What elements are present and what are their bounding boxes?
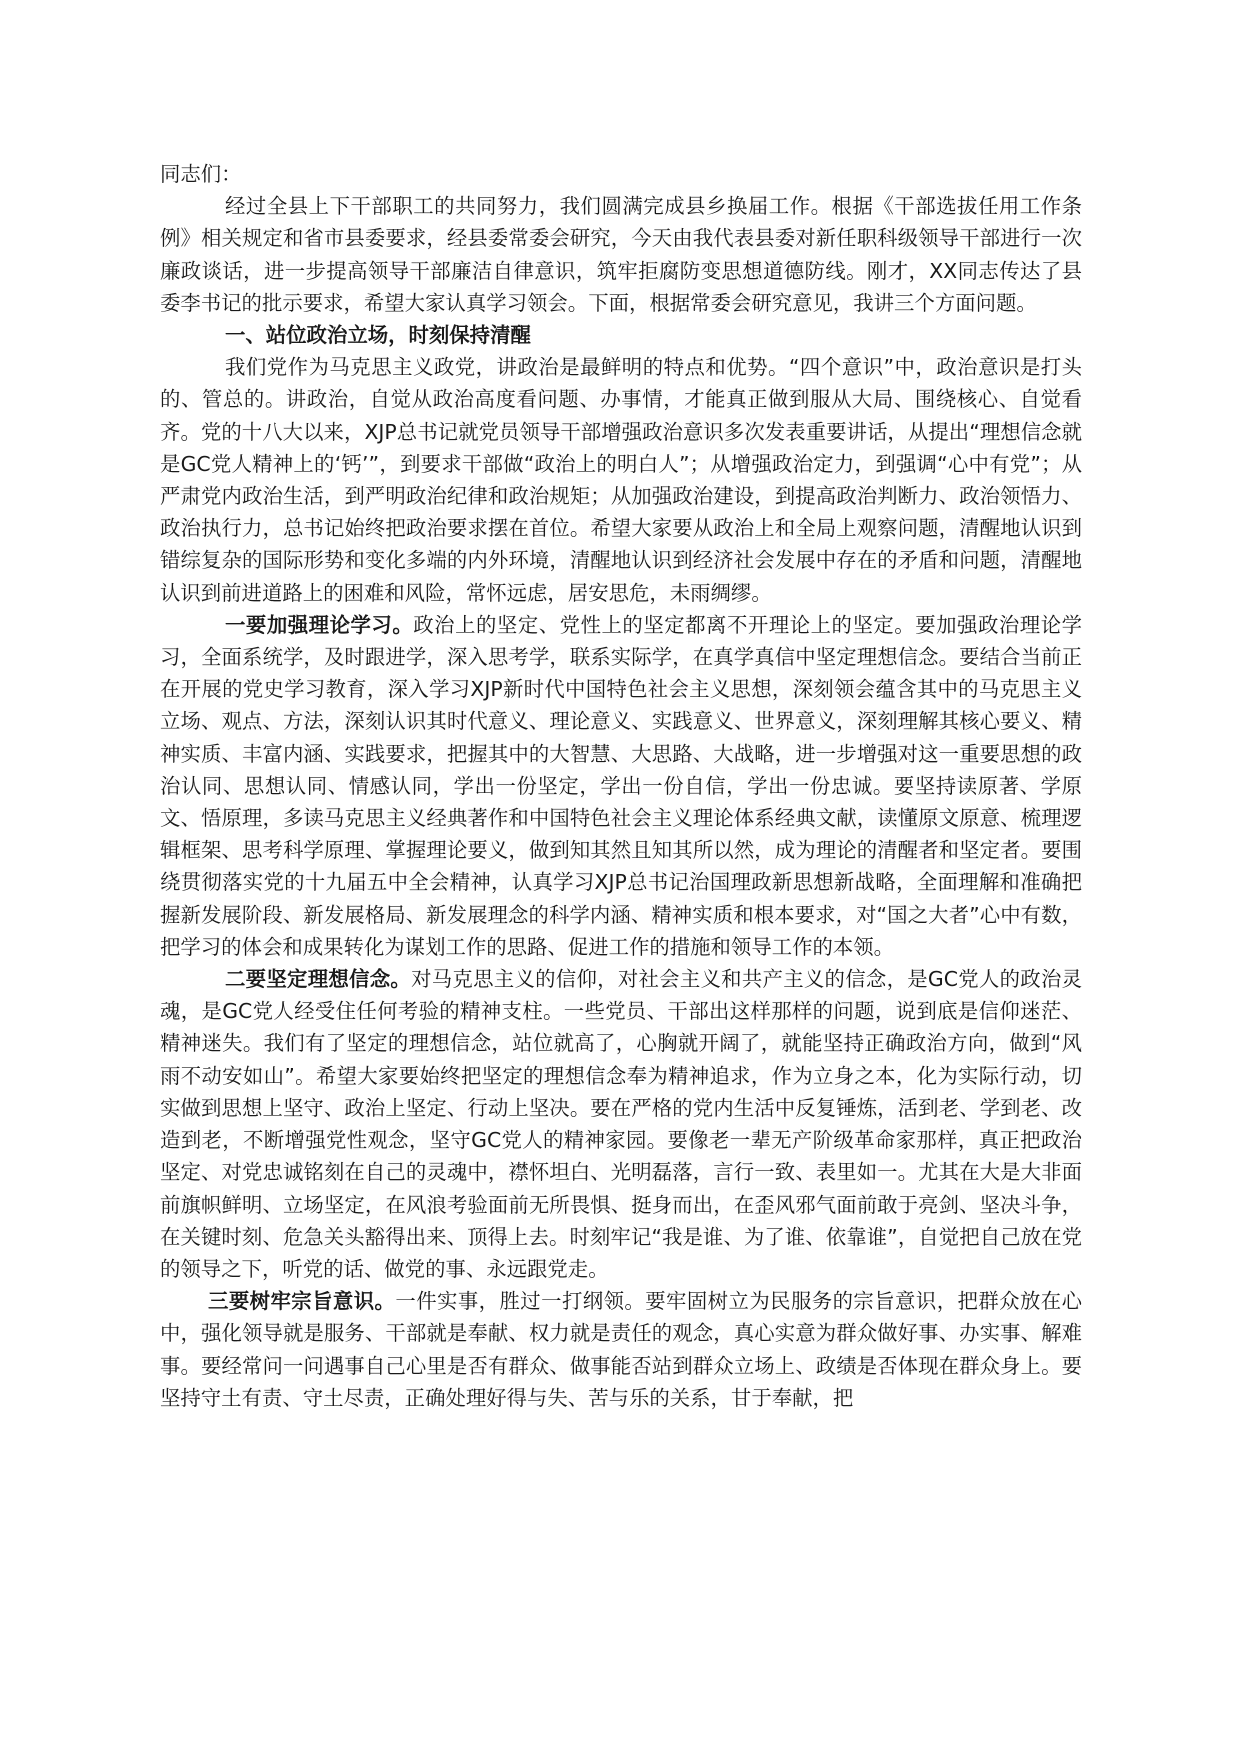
point-2-paragraph [160,963,1082,1285]
salutation: 同志们： [160,162,242,186]
point-3-paragraph [160,1285,1082,1414]
point-1-paragraph [160,609,1082,963]
point-1-lead: 一要加强理论学习。 [225,612,414,637]
section-heading-1: 一、站位政治立场，时刻保持清醒 [225,323,531,348]
point-1-body: 政治上的坚定、党性上的坚定都离不开理论上的坚定。要加强政治理论学习，全面系统学，及时跟进学，深入思考学，联系实际学，在真学真信中坚定理想信念。要结合当前正在开展的党史学习教育，深入学习XJP新时代中国特色社会主义思想，深刻领会蕴含其中的马克思主义立场、观点、方法，深刻认识其时代意义、理论意义、实践意义、世界意义，深刻理解其核心要义、精神实质、丰富内涵、实践要求，把握其中的大智慧、大思路、大战略，进一步增强对这一重要思想的政治认同、思想认同、情感认同，学出一份坚定，学出一份自信，学出一份忠诚。要坚持读原著、学原文、悟原理，多读马克思主义经典著作和中国特色社会主义理论体系经典文献，读懂原文原意、梳理逻辑框架、思考科学原理、掌握理论要义，做到知其然且知其所以然，成为理论的清醒者和坚定者。要围绕贯彻落实党的十九届五中全会精神，认真学习XJP总书记治国理政新思想新战略，全面理解和准确把握新发展阶段、新发展格局、新发展理念的科学内涵、精神实质和根本要求，对“国之大者”心中有数，把学习的体会和成果转化为谋划工作的思路、促进工作的措施和领导工作的本领。 [160,612,1083,959]
intro-paragraph: 经过全县上下干部职工的共同努力，我们圆满完成县乡换届工作。根据《干部选拔任用工作条例》相关规定和省市县委要求，经县委常委会研究，今天由我代表县委对新任职科级领导干部进行一次廉政谈话，进一步提高领导干部廉洁自律意识，筑牢拒腐防变思想道德防线。刚才，XX同志传达了县委李书记的批示要求，希望大家认真学习领会。下面，根据常委会研究意见，我讲三个方面问题。 [160,194,1082,315]
point-3-body: 一件实事，胜过一打纲领。要牢固树立为民服务的宗旨意识，把群众放在心中，强化领导就是服务、干部就是奉献、权力就是责任的观念，真心实意为群众做好事、办实事、解难事。要经常问一问遇事自己心里是否有群众、做事能否站到群众立场上、政绩是否体现在群众身上。要坚持守土有责、守土尽责，正确处理好得与失、苦与乐的关系，甘于奉献，把 [160,1289,1083,1410]
section-1-paragraph: 我们党作为马克思主义政党，讲政治是最鲜明的特点和优势。“四个意识”中，政治意识是打头的、管总的。讲政治，自觉从政治高度看问题、办事情，才能真正做到服从大局、围绕核心、自觉看齐。党的十八大以来，XJP总书记就党员领导干部增强政治意识多次发表重要讲话，从提出“理想信念就是GC党人精神上的‘钙’”，到要求干部做“政治上的明白人”；从增强政治定力，到强调“心中有党”；从严肃党内政治生活，到严明政治纪律和政治规矩；从加强政治建设，到提高政治判断力、政治领悟力、政治执行力，总书记始终把政治要求摆在首位。希望大家要从政治上和全局上观察问题，清醒地认识到错综复杂的国际形势和变化多端的内外环境，清醒地认识到经济社会发展中存在的矛盾和问题，清醒地认识到前进道路上的困难和风险，常怀远虑，居安思危，未雨绸缪。 [160,355,1082,605]
point-2-body: 对马克思主义的信仰，对社会主义和共产主义的信念，是GC党人的政治灵魂，是GC党人经受住任何考验的精神支柱。一些党员、干部出这样那样的问题，说到底是信仰迷茫、精神迷失。我们有了坚定的理想信念，站位就高了，心胸就开阔了，就能坚持正确政治方向，做到“风雨不动安如山”。希望大家要始终把坚定的理想信念奉为精神追求，作为立身之本，化为实际行动，切实做到思想上坚守、政治上坚定、行动上坚决。要在严格的党内生活中反复锤炼，活到老、学到老、改造到老，不断增强党性观念，坚守GC党人的精神家园。要像老一辈无产阶级革命家那样，真正把政治坚定、对党忠诚铭刻在自己的灵魂中，襟怀坦白、光明磊落，言行一致、表里如一。尤其在大是大非面前旗帜鲜明、立场坚定，在风浪考验面前无所畏惧、挺身而出，在歪风邪气面前敢于亮剑、坚决斗争，在关键时刻、危急关头豁得出来、顶得上去。时刻牢记“我是谁、为了谁、依靠谁”，自觉把自己放在党的领导之下，听党的话、做党的事、永远跟党走。 [160,967,1083,1281]
document-page [160,158,1082,1414]
point-2-lead: 二要坚定理想信念。 [225,967,412,992]
point-3-lead: 三要树牢宗旨意识。 [208,1289,396,1314]
